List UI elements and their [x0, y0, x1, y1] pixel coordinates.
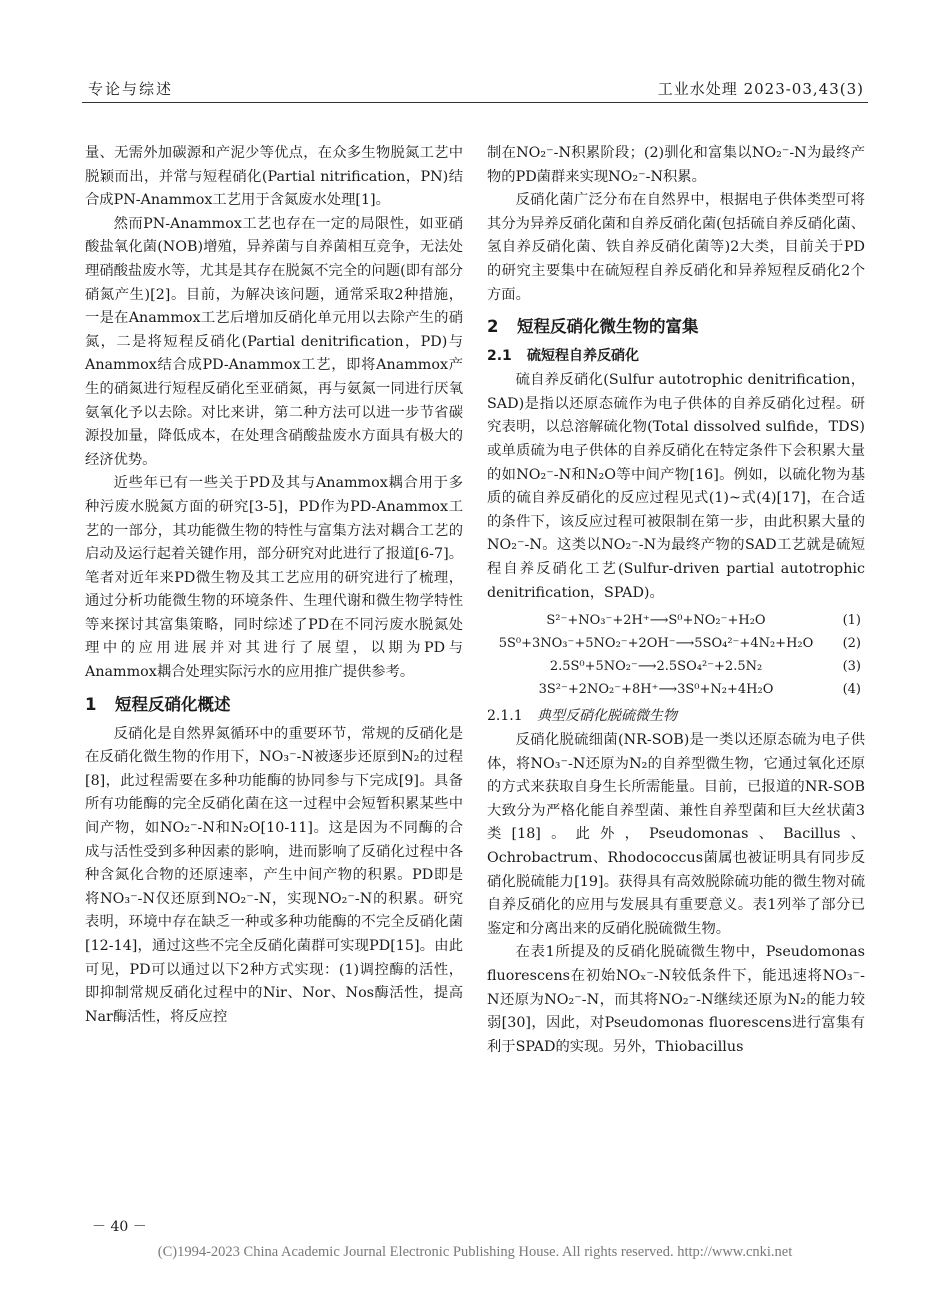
section-label: 专论与综述 [88, 80, 174, 98]
left-column [85, 142, 463, 1029]
paragraph: 反硝化是自然界氮循环中的重要环节，常规的反硝化是在反硝化微生物的作用下，NO₃⁻-N被逐步还原到N₂的过程[8]，此过程需要在多种功能酶的协同参与下完成[9]。具备所有功能酶的完全反硝化菌在这一过程中会短暂积累某些中间产物，如NO₂⁻-N和N₂O[10-11]。这是因为不同酶的合成与活性受到多种因素的影响，进而影响了反硝化过程中各种含氮化合物的还原速率，产生中间产物的积累。PD即是将NO₃⁻-N仅还原到NO₂⁻-N，实现NO₂⁻-N的积累。研究表明，环境中存在缺乏一种或多种功能酶的不完全反硝化菌[12-14]，通过这些不完全反硝化菌群可实现PD[15]。由此可见，PD可以通过以下2种方式实现：(1)调控酶的活性，即抑制常规反硝化过程中的Nir、Nor、Nos酶活性，提高Nar酶活性，将反应控 [85, 725, 463, 1025]
right-column [487, 142, 865, 1059]
subsection-heading-2-1 [487, 345, 865, 367]
heading-title: 短程反硝化概述 [115, 694, 231, 714]
heading-number: 2.1 [487, 348, 512, 365]
equation-number: (3) [842, 659, 861, 675]
equation-3 [487, 655, 865, 678]
equations [487, 609, 865, 701]
copyright-footer: (C)1994-2023 China Academic Journal Electronic Publishing House. All rights reserved. http://www.cnki.net [157, 1244, 793, 1260]
equation-expression: 3S²⁻+2NO₂⁻+8H⁺⟶3S⁰+N₂+4H₂O [538, 682, 774, 698]
equation-expression: 2.5S⁰+5NO₂⁻⟶2.5SO₄²⁻+2.5N₂ [549, 659, 763, 675]
running-header [82, 72, 868, 103]
paragraph: 然而PN-Anammox工艺也存在一定的局限性，如亚硝酸盐氧化菌(NOB)增殖，异养菌与自养菌相互竞争，无法处理硝酸盐废水等，尤其是其存在脱氮不完全的问题(即有部分硝氮产生)[2]。目前，为解决该问题，通常采取2种措施，一是在Anammox工艺后增加反硝化单元用以去除产生的硝氮，二是将短程反硝化(Partial denitrification，PD)与Anammox结合成PD-Anammox工艺，即将Anammox产生的硝氮进行短程反硝化至亚硝氮，再与氨氮一同进行厌氧氨氧化予以去除。对比来讲，第二种方法可以进一步节省碳源投加量，降低成本，在处理含硝酸盐废水方面具有极大的经济优势。 [85, 215, 463, 468]
paragraph: 硫自养反硝化(Sulfur autotrophic denitrification，SAD)是指以还原态硫作为电子供体的自养反硝化过程。研究表明，以总溶解硫化物(Total dissolved sulfide，TDS)或单质硫为电子供体的自养反硝化在特定条件下会积累大量的如NO₂⁻-N和N₂O等中间产物[16]。例如，以硫化物为基质的硫自养反硝化的反应过程见式(1)~式(4)[17]，在合适的条件下，该反应过程可被限制在第一步，由此积累大量的NO₂⁻-N。这类以NO₂⁻-N为最终产物的SAD工艺就是硫短程自养反硝化工艺(Sulfur-driven partial autotrophic denitrification，SPAD)。 [487, 372, 865, 601]
paragraph: 在表1所提及的反硝化脱硫微生物中，Pseudomonas fluorescens在初始NOₓ⁻-N较低条件下，能迅速将NO₃⁻-N还原为NO₂⁻-N，而其将NO₂⁻-N继续还原为N₂的能力较弱[30]，因此，对Pseudomonas fluorescens进行富集有利于SPAD的实现。另外，Thiobacillus [487, 944, 865, 1055]
equation-expression: 5S⁰+3NO₃⁻+5NO₂⁻+2OH⁻⟶5SO₄²⁻+4N₂+H₂O [498, 636, 814, 652]
heading-number: 1 [85, 694, 97, 714]
section-heading-2 [487, 315, 865, 339]
subsubsection-heading-2-1-1 [487, 705, 865, 727]
heading-title: 硫短程自养反硝化 [527, 348, 639, 365]
paragraph: 反硝化菌广泛分布在自然界中，根据电子供体类型可将其分为异养反硝化菌和自养反硝化菌(包括硫自养反硝化菌、氢自养反硝化菌、铁自养反硝化菌等)2大类，目前关于PD的研究主要集中在硫短程自养反硝化和异养短程反硝化2个方面。 [487, 192, 865, 303]
heading-number: 2.1.1 [487, 708, 523, 725]
page-number: － 40 － [92, 1219, 147, 1235]
heading-title: 典型反硝化脱硫微生物 [537, 708, 677, 725]
paragraph: 量、无需外加碳源和产泥少等优点，在众多生物脱氮工艺中脱颖而出，并常与短程硝化(Partial nitrification，PN)结合成PN-Anammox工艺用于含氮废水处理[1]。 [85, 145, 463, 209]
section-heading-1 [85, 693, 463, 717]
equation-number: (4) [842, 682, 861, 698]
equation-number: (2) [842, 636, 861, 652]
heading-number: 2 [487, 317, 499, 337]
paragraph: 制在NO₂⁻-N积累阶段；(2)驯化和富集以NO₂⁻-N为最终产物的PD菌群来实现NO₂⁻-N积累。 [487, 145, 865, 185]
equation-expression: S²⁻+NO₃⁻+2H⁺⟶S⁰+NO₂⁻+H₂O [546, 613, 766, 629]
equation-4 [487, 678, 865, 701]
heading-title: 短程反硝化微生物的富集 [517, 317, 699, 337]
journal-info: 工业水处理 2023-03,43(3) [657, 80, 864, 98]
paragraph: 反硝化脱硫细菌(NR-SOB)是一类以还原态硫为电子供体，将NO₃⁻-N还原为N₂的自养型微生物，它通过氧化还原的方式来获取自身生长所需能量。目前，已报道的NR-SOB大致分为严格化能自养型菌、兼性自养型菌和巨大丝状菌3类[18]。此外，Pseudomonas、Bacillus、Ochrobactrum、Rhodococcus菌属也被证明具有同步反硝化脱硫能力[19]。获得具有高效脱除硫功能的微生物对硫自养反硝化的应用与发展具有重要意义。表1列举了部分已鉴定和分离出来的反硝化脱硫微生物。 [487, 732, 865, 937]
equation-1 [487, 609, 865, 632]
equation-number: (1) [842, 613, 861, 629]
paragraph: 近些年已有一些关于PD及其与Anammox耦合用于多种污废水脱氮方面的研究[3-5]，PD作为PD-Anammox工艺的一部分，其功能微生物的特性与富集方法对耦合工艺的启动及运行起着关键作用，部分研究对此进行了报道[6-7]。笔者对近年来PD微生物及其工艺应用的研究进行了梳理，通过分析功能微生物的环境条件、生理代谢和微生物学特性等来探讨其富集策略，同时综述了PD在不同污废水脱氮处理中的应用进展并对其进行了展望，以期为PD与Anammox耦合处理实际污水的应用推广提供参考。 [85, 475, 463, 681]
equation-2 [487, 632, 865, 655]
